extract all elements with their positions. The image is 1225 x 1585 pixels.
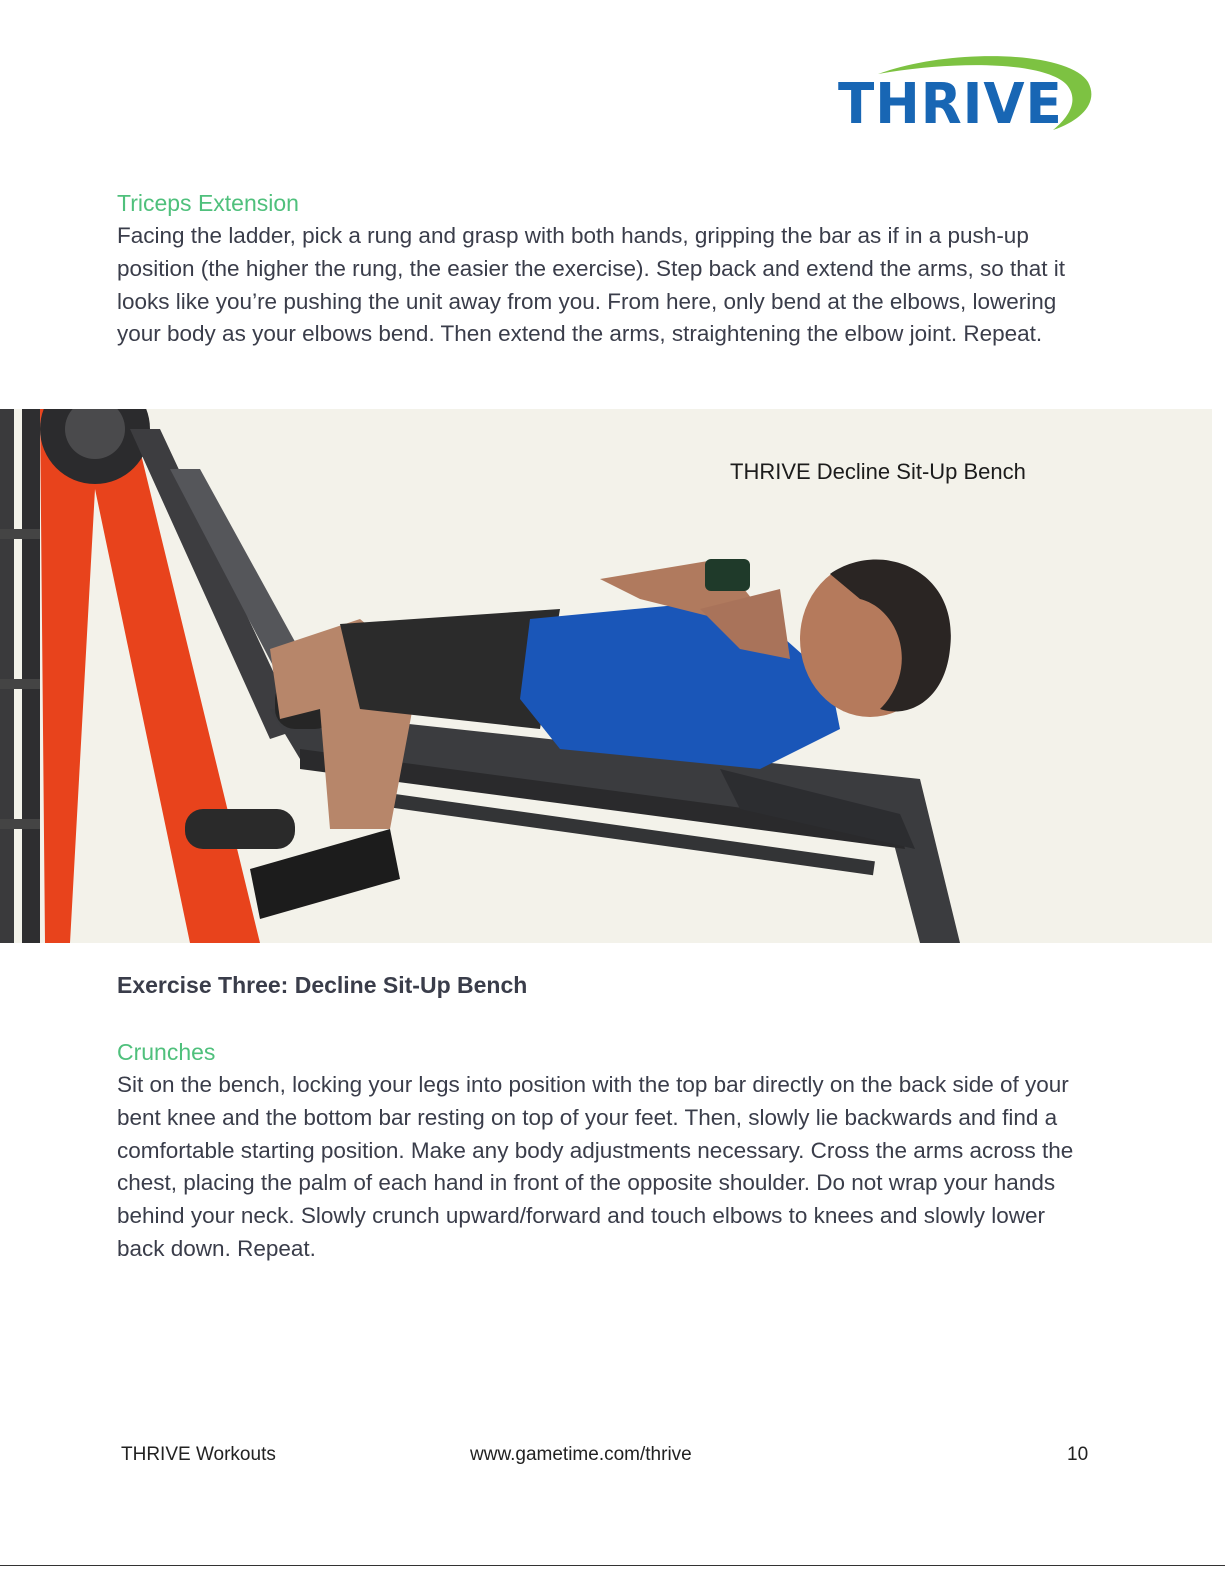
- photo-caption: THRIVE Decline Sit-Up Bench: [730, 459, 1026, 484]
- triceps-section: [117, 188, 1097, 351]
- logo-wordmark: THRIVE: [838, 72, 1063, 137]
- footer-left: THRIVE Workouts: [121, 1444, 276, 1465]
- crunches-body: Sit on the bench, locking your legs into position with the top bar directly on the back side of your bent knee and the bottom bar resting on top of your feet. Then, slowly lie backwards and find a comfortable starting position. Make any body adjustments necessary. Cross the arms across the chest, placing the palm of each hand in front of the opposite shoulder. Do not wrap your hands behind your neck. Slowly crunch upward/forward and touch elbows to knees and slowly lower back down. Repeat.: [117, 1072, 1074, 1261]
- exercise-three-heading: Exercise Three: Decline Sit-Up Bench: [117, 972, 528, 998]
- thrive-logo: [838, 52, 1098, 142]
- triceps-title: Triceps Extension: [117, 190, 299, 216]
- footer-url: www.gametime.com/thrive: [470, 1444, 692, 1465]
- bottom-rule: [0, 1565, 1225, 1566]
- crunches-title: Crunches: [117, 1039, 216, 1065]
- bench-photo: [0, 409, 1212, 943]
- decline-bench-illustration: [0, 409, 1212, 943]
- crunches-section: [117, 1037, 1097, 1266]
- page-number: 10: [1067, 1444, 1089, 1465]
- triceps-body: Facing the ladder, pick a rung and grasp with both hands, gripping the bar as if in a push-up position (the higher the rung, the easier the exercise). Step back and extend the arms, so that it looks like you’re pushing the unit away from you. From here, only bend at the elbows, lowering your body as your elbows bend. Then extend the arms, straightening the elbow joint. Repeat.: [117, 223, 1066, 347]
